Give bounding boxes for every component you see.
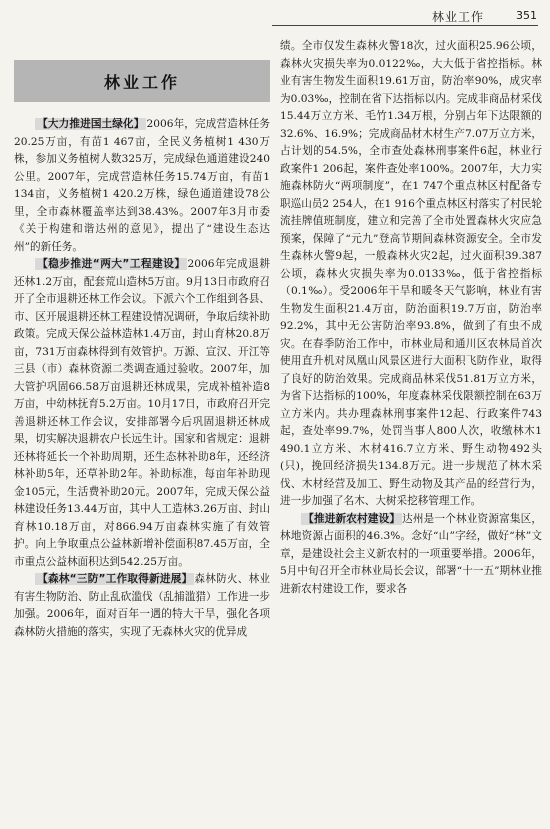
running-head-section: 林业工作 xyxy=(432,10,485,24)
running-head xyxy=(0,0,550,26)
page-number: 351 xyxy=(516,9,537,22)
paragraph-continued xyxy=(280,38,542,511)
paragraph xyxy=(14,116,270,256)
paragraph-heading: 【稳步推进“两大”工程建设】 xyxy=(37,258,186,270)
paragraph-text: 绩。全市仅发生森林火警18次，过火面积25.96公顷，森林火灾损失率为0.0122‰，大大低于省控指标。林业有害生物发生面积19.61万亩，防治率90%，成灾率为0.03‰，控制在省下达指标以内。完成非商品材采伐15.44万立方米、毛竹1.34万根，分别占年下达限额的32.6%、16.9%；完成商品材木材生产7.07万立方米，占计划的54.5%，全市查处森林刑事案件6起，林业行政案件1 206起，案件查处率100%。2007年，大力实施森林防火“两项制度”，在1 747个重点林区村配备专职巡山员2 254人，在1 916个重点林区村落实了村民轮流挂牌值班制度，建立和完善了全市处置森林火灾应急预案，保障了“元九”登高节期间森林资源安全。全市发生森林火警9起，一般森林火灾2起，过火面积39.387公顷，森林火灾损失率为0.0133‰，低于省控指标（0.1‰）。受2006年干旱和暖冬天气影响，林业有害生物发生面积21.4万亩，防治面积19.7万亩，防治率92.2%，其中无公害防治率93.8%，做到了有虫不成灾。在春季防治工作中，市林业局和通川区农林局首次使用直升机对凤凰山风景区进行大面积飞防作业，取得了良好的防治效果。完成商品林采伐51.81万立方米，为省下达指标的100%，年度森林采伐限额控制在63万立方米内。共办理森林刑事案件12起、行政案件743起，查处率99.7%，处罚当事人800人次，收缴林木1 490.1立方米、木材416.7立方米、野生动物492头(只)，挽回经济损失134.8万元。进一步规范了林木采伐、木材经营及加工、野生动物及其产品的经营行为，进一步加强了名木、大树采挖移管理工作。 xyxy=(280,40,542,507)
paragraph-text: 森林防火、林业有害生物防治、防止乱砍滥伐（乱捕滥猎）工作进一步加强。2006年，面对百年一遇的特大干旱，强化各项森林防火措施的落实，实现了无森林火灾的优异成 xyxy=(14,573,270,638)
paragraph xyxy=(280,511,542,599)
paragraph xyxy=(14,256,270,571)
paragraph-text: 2006年完成退耕还林1.2万亩，配套荒山造林5万亩。9月13日市政府召开了全市退耕还林工作会议。下派六个工作组到各县、市、区开展退耕还林工程建设情况调研，争取后续补助政策。完成天保公益林造林1.4万亩，封山育林20.8万亩，731万亩森林得到有效管护。万源、宣汉、开江等三县（市）森林资源二类调查通过验收。2007年，加大管护巩固66.58万亩退耕还林成果，完成补植补造8万亩，中幼林抚育5.2万亩。10月17日，市政府召开完善退耕还林工作会议，安排部署今后巩固退耕还林成果，切实解决退耕农户长远生计。国家和省规定：退耕还林将延长一个补助周期，还生态林补助8年，还经济林补助5年，还草补助2年。补助标准，每亩年补助现金105元，生活费补助20元。2007年，完成天保公益林建设任务13.44万亩，其中人工造林3.26万亩、封山育林10.18万亩，对866.94万亩森林实施了有效管护。向上争取重点公益林新增补偿面积87.45万亩，全市重点公益林面积达到542.25万亩。 xyxy=(14,258,270,568)
paragraph-text: 2006年，完成营造林任务20.25万亩，有苗1 467亩，全民义务植树1 430万株，参加义务植树人数325万，完成绿色通道建设240公里。2007年，完成营造林任务15.74万亩，有苗1 134亩，义务植树1 420.2万株，绿色通道建设78公里，全市森林覆盖率达到38.43%。2007年3月市委《关于构建和谐达州的意见》，提出了“建设生态达州”的新任务。 xyxy=(14,118,270,253)
paragraph-heading: 【森林“三防”工作取得新进展】 xyxy=(37,573,193,585)
paragraph-heading: 【大力推进国土绿化】 xyxy=(37,118,145,130)
left-column xyxy=(14,60,270,826)
header-rule xyxy=(272,25,538,26)
paragraph-text: 达州是一个林业资源富集区，林地资源占面积的46.3%。念好“山”字经，做好“林”文章，是建设社会主义新农村的一项重要举措。2006年，5月中旬召开全市林业局长会议，部署“十一五”期林业推进新农村建设工作，要求各 xyxy=(280,512,542,595)
paragraph xyxy=(14,571,270,641)
section-title: 林业工作 xyxy=(103,72,180,92)
right-column xyxy=(280,38,542,824)
paragraph-heading: 【推进新农村建设】 xyxy=(303,512,401,525)
